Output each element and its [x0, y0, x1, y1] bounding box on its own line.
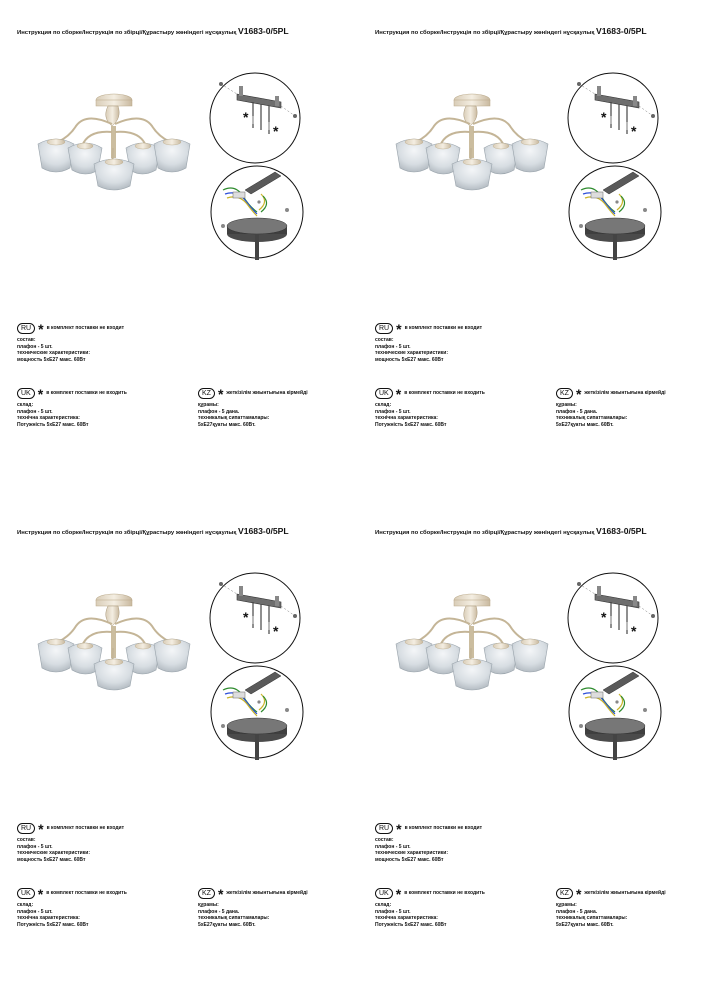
uk-line: плафон - 5 шт.: [375, 908, 411, 915]
uk-badge: UK: [17, 388, 35, 399]
model-number: V1683-0/5PL: [596, 26, 647, 36]
ceiling-mount-wiring-diagram: [567, 664, 663, 764]
uk-badge: UK: [375, 888, 393, 899]
instruction-panel: [358, 0, 707, 500]
ru-line: состав:: [375, 337, 394, 343]
star-icon: *: [38, 820, 44, 837]
ru-section: [17, 320, 125, 363]
uk-line: Потужність 5хЕ27 макс. 60Вт: [375, 921, 447, 928]
star-icon: *: [395, 385, 402, 402]
kz-section: [556, 885, 666, 928]
uk-line: технічна характеристика:: [17, 415, 80, 422]
star-marker: *: [273, 123, 279, 139]
chandelier-illustration: [16, 582, 202, 700]
ceiling-mount-wiring-diagram: [209, 664, 305, 764]
uk-section: [375, 885, 485, 928]
model-number: V1683-0/5PL: [596, 526, 647, 536]
star-icon: *: [217, 385, 224, 402]
uk-note: в комплект поставки не входить: [46, 390, 127, 397]
uk-line: технічна характеристика:: [375, 915, 438, 922]
kz-note: жеткізілім жиынтығына кірмейді: [226, 390, 308, 397]
ru-badge: RU: [17, 323, 35, 334]
instruction-panel: [358, 500, 707, 1000]
uk-line: склад:: [17, 402, 34, 408]
mounting-bracket-diagram: [209, 72, 301, 164]
page-title: [375, 526, 647, 536]
star-icon: *: [396, 820, 402, 837]
ru-section: [17, 820, 125, 863]
ru-line: состав:: [17, 337, 36, 343]
kz-badge: KZ: [198, 388, 215, 399]
uk-line: Потужність 5хЕ27 макс. 60Вт: [17, 921, 89, 928]
ru-note: в комплект поставки не входит: [46, 325, 125, 332]
mounting-bracket-diagram: [567, 572, 659, 664]
ru-line: технические характеристики:: [375, 850, 448, 857]
uk-line: склад:: [17, 902, 34, 908]
star-marker: *: [243, 609, 249, 625]
star-marker: *: [243, 109, 249, 125]
ru-note: в комплект поставки не входит: [46, 825, 125, 832]
page-title: [375, 26, 647, 36]
ru-badge: RU: [375, 323, 393, 334]
uk-line: плафон - 5 шт.: [375, 408, 411, 415]
star-marker: *: [631, 623, 637, 639]
model-number: V1683-0/5PL: [238, 526, 289, 536]
uk-section: [17, 885, 127, 928]
kz-badge: KZ: [556, 388, 573, 399]
chandelier-illustration: [374, 82, 560, 200]
star-icon: *: [575, 885, 582, 902]
kz-note: жеткізілім жиынтығына кірмейді: [584, 390, 666, 397]
ru-line: технические характеристики:: [375, 350, 448, 357]
kz-line: 5хЕ27қуаты макс. 60Вт.: [198, 421, 256, 428]
uk-badge: UK: [375, 388, 393, 399]
star-marker: *: [273, 623, 279, 639]
star-marker: *: [631, 123, 637, 139]
uk-badge: UK: [17, 888, 35, 899]
ceiling-mount-wiring-diagram: [209, 164, 305, 264]
ru-note: в комплект поставки не входит: [404, 825, 483, 832]
title-text: Инструкция по сборке/Інструкція по збірці/Құрастыру жөніндегі нұсқаулық: [375, 30, 595, 36]
kz-badge: KZ: [198, 888, 215, 899]
ru-line: технические характеристики:: [17, 350, 90, 357]
ru-line: плафон - 5 шт.: [375, 343, 411, 350]
ru-line: мощность 5хЕ27 макс. 60Вт: [375, 856, 444, 863]
kz-line: құрамы:: [198, 902, 219, 908]
ru-line: технические характеристики:: [17, 850, 90, 857]
uk-line: плафон - 5 шт.: [17, 908, 53, 915]
uk-line: плафон - 5 шт.: [17, 408, 53, 415]
ru-section: [375, 320, 483, 363]
uk-line: Потужність 5хЕ27 макс. 60Вт: [375, 421, 447, 428]
star-icon: *: [38, 320, 44, 337]
uk-line: склад:: [375, 402, 392, 408]
kz-line: техникалық сипаттамалары:: [198, 915, 270, 922]
star-marker: *: [601, 109, 607, 125]
chandelier-illustration: [16, 82, 202, 200]
ru-line: мощность 5хЕ27 макс. 60Вт: [17, 356, 86, 363]
star-icon: *: [396, 320, 402, 337]
uk-section: [17, 385, 127, 428]
ru-line: плафон - 5 шт.: [375, 843, 411, 850]
kz-section: [198, 885, 308, 928]
uk-note: в комплект поставки не входить: [404, 390, 485, 397]
ru-line: состав:: [17, 837, 36, 843]
uk-section: [375, 385, 485, 428]
chandelier-illustration: [374, 582, 560, 700]
kz-line: 5хЕ27қуаты макс. 60Вт.: [556, 421, 614, 428]
instruction-panel: [0, 500, 353, 1000]
kz-line: құрамы:: [556, 902, 577, 908]
page-title: [17, 526, 289, 536]
ru-badge: RU: [375, 823, 393, 834]
title-text: Инструкция по сборке/Інструкція по збірці/Құрастыру жөніндегі нұсқаулық: [17, 30, 237, 36]
ru-line: мощность 5хЕ27 макс. 60Вт: [17, 856, 86, 863]
kz-note: жеткізілім жиынтығына кірмейді: [226, 890, 308, 897]
star-icon: *: [37, 885, 44, 902]
ru-line: мощность 5хЕ27 макс. 60Вт: [375, 356, 444, 363]
uk-line: технічна характеристика:: [375, 415, 438, 422]
kz-line: 5хЕ27қуаты макс. 60Вт.: [556, 921, 614, 928]
mounting-bracket-diagram: [209, 572, 301, 664]
mounting-bracket-diagram: [567, 72, 659, 164]
kz-line: 5хЕ27қуаты макс. 60Вт.: [198, 921, 256, 928]
ru-badge: RU: [17, 823, 35, 834]
kz-line: плафон - 5 дана.: [556, 408, 598, 415]
ceiling-mount-wiring-diagram: [567, 164, 663, 264]
kz-line: плафон - 5 дана.: [556, 908, 598, 915]
page-title: [17, 26, 289, 36]
title-text: Инструкция по сборке/Інструкція по збірці/Құрастыру жөніндегі нұсқаулық: [375, 530, 595, 536]
title-text: Инструкция по сборке/Інструкція по збірці/Құрастыру жөніндегі нұсқаулық: [17, 530, 237, 536]
uk-note: в комплект поставки не входить: [46, 890, 127, 897]
ru-line: состав:: [375, 837, 394, 843]
kz-badge: KZ: [556, 888, 573, 899]
model-number: V1683-0/5PL: [238, 26, 289, 36]
uk-line: технічна характеристика:: [17, 915, 80, 922]
star-icon: *: [37, 385, 44, 402]
kz-note: жеткізілім жиынтығына кірмейді: [584, 890, 666, 897]
star-icon: *: [395, 885, 402, 902]
uk-note: в комплект поставки не входить: [404, 890, 485, 897]
kz-section: [198, 385, 308, 428]
ru-note: в комплект поставки не входит: [404, 325, 483, 332]
star-marker: *: [601, 609, 607, 625]
star-icon: *: [575, 385, 582, 402]
kz-line: плафон - 5 дана.: [198, 408, 240, 415]
ru-line: плафон - 5 шт.: [17, 843, 53, 850]
kz-section: [556, 385, 666, 428]
ru-line: плафон - 5 шт.: [17, 343, 53, 350]
kz-line: техникалық сипаттамалары:: [198, 415, 270, 422]
ru-section: [375, 820, 483, 863]
uk-line: склад:: [375, 902, 392, 908]
kz-line: плафон - 5 дана.: [198, 908, 240, 915]
instruction-panel: [0, 0, 353, 500]
kz-line: құрамы:: [198, 402, 219, 408]
kz-line: құрамы:: [556, 402, 577, 408]
kz-line: техникалық сипаттамалары:: [556, 415, 628, 422]
star-icon: *: [217, 885, 224, 902]
uk-line: Потужність 5хЕ27 макс. 60Вт: [17, 421, 89, 428]
kz-line: техникалық сипаттамалары:: [556, 915, 628, 922]
